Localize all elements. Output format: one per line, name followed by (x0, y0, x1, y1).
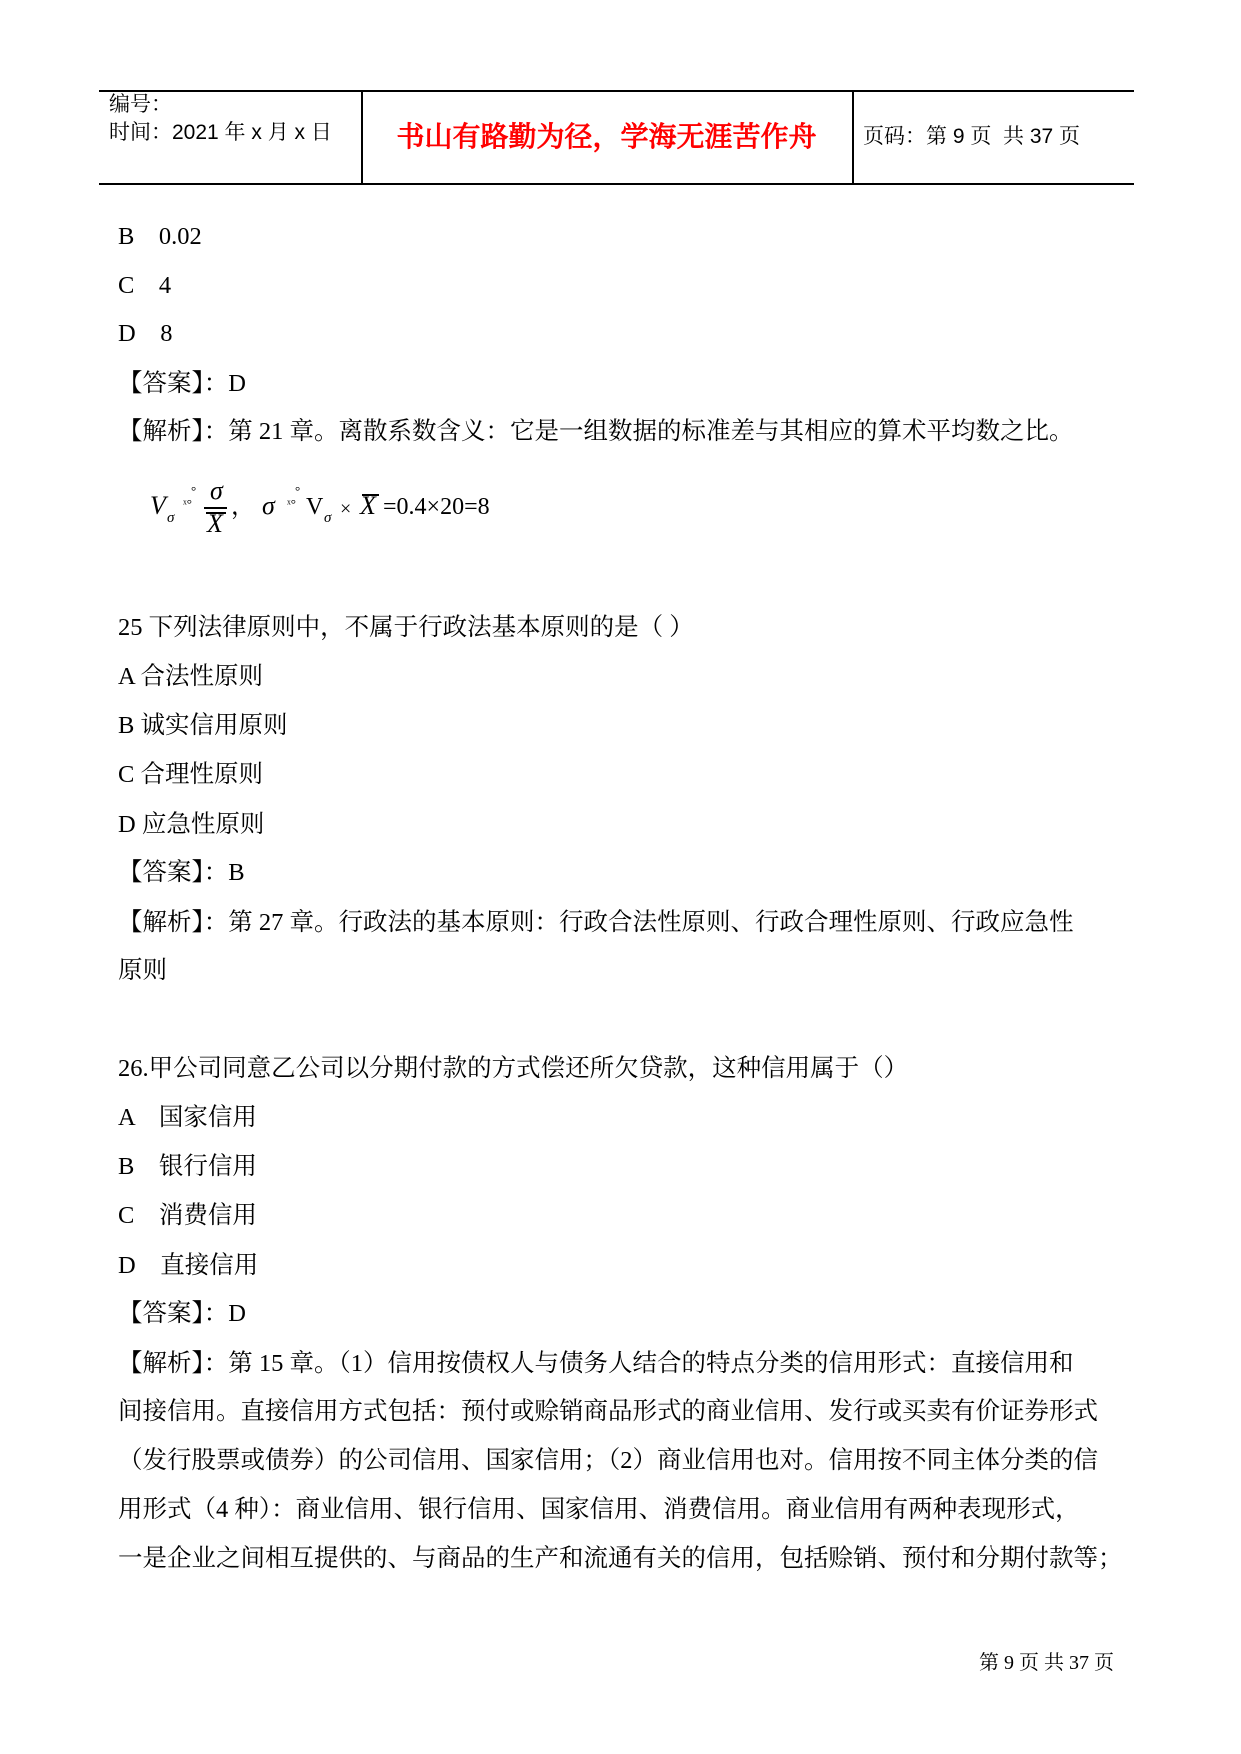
q24-option-c: C 4 (118, 272, 172, 299)
formula-symbol-bottom: ˣ° (183, 496, 192, 511)
q24-option-b: B 0.02 (118, 223, 202, 250)
formula-symbol-bottom-2: ˣ° (287, 496, 296, 511)
q25-answer: 【答案】：B (118, 859, 245, 886)
q26-analysis-line: （发行股票或债券）的公司信用、国家信用；（2）商业信用也对。信用按不同主体分类的信 (118, 1447, 1098, 1474)
q25-option-c: C 合理性原则 (118, 761, 263, 788)
q25-stem: 25 下列法律原则中，不属于行政法基本原则的是（ ） (118, 614, 694, 641)
formula-symbol-top-2: ° (295, 483, 301, 498)
q24-option-d: D 8 (118, 320, 173, 347)
q26-answer: 【答案】：D (118, 1300, 246, 1327)
header-page-info: 页码：第 9 页 共 37 页 (863, 125, 1081, 148)
header-motto: 书山有路勤为径，学海无涯苦作舟 (396, 121, 817, 152)
q25-option-d: D 应急性原则 (118, 811, 265, 838)
q25-analysis-line: 【解析】：第 27 章。行政法的基本原则：行政合法性原则、行政合理性原则、行政应急性 (118, 909, 1074, 936)
formula-fraction-numerator: σ (210, 476, 223, 505)
q26-stem: 26.甲公司同意乙公司以分期付款的方式偿还所欠贷款，这种信用属于（） (118, 1055, 909, 1082)
formula-sigma: σ (262, 491, 275, 520)
q25-option-b: B 诚实信用原则 (118, 712, 288, 739)
formula-v-2: V (306, 494, 324, 520)
formula-v-subscript: σ (167, 510, 175, 526)
page-footer: 第 9 页 共 37 页 (979, 1652, 1114, 1674)
formula-comma: ， (231, 494, 255, 520)
q25-option-a: A 合法性原则 (118, 663, 263, 690)
q24-analysis: 【解析】：第 21 章。离散系数含义：它是一组数据的标准差与其相应的算术平均数之比。 (118, 418, 1074, 445)
formula-x-bar: X (360, 491, 376, 520)
formula-result: =0.4×20=8 (383, 494, 490, 520)
header-number-label: 编号： (109, 93, 172, 116)
q26-option-b: B 银行信用 (118, 1153, 257, 1180)
q24-answer: 【答案】：D (118, 370, 246, 397)
q25-analysis-line: 原则 (118, 957, 167, 984)
formula-times: × (340, 498, 352, 520)
q26-analysis-line: 间接信用。直接信用方式包括：预付或赊销商品形式的商业信用、发行或买卖有价证券形式 (118, 1398, 1098, 1425)
q26-option-d: D 直接信用 (118, 1252, 259, 1279)
header-top-rule (99, 90, 1134, 92)
q26-analysis-line: 一是企业之间相互提供的、与商品的生产和流通有关的信用，包括赊销、预付和分期付款等； (118, 1545, 1123, 1572)
formula-v: V (150, 491, 166, 520)
q26-option-a: A 国家信用 (118, 1104, 257, 1131)
formula-symbol-top: ° (191, 483, 197, 498)
formula-v-subscript-2: σ (324, 510, 332, 526)
q26-analysis-line: 【解析】：第 15 章。（1）信用按债权人与债务人结合的特点分类的信用形式：直接信用和 (118, 1350, 1074, 1377)
header-time-label: 时间：2021 年 x 月 x 日 (109, 121, 332, 144)
header-divider-right (852, 90, 854, 184)
q26-analysis-line: 用形式（4 种）：商业信用、银行信用、国家信用、消费信用。商业信用有两种表现形式， (118, 1496, 1080, 1523)
formula-fraction-denominator: X (207, 509, 223, 538)
header-bottom-rule (99, 183, 1134, 185)
q26-option-c: C 消费信用 (118, 1202, 257, 1229)
